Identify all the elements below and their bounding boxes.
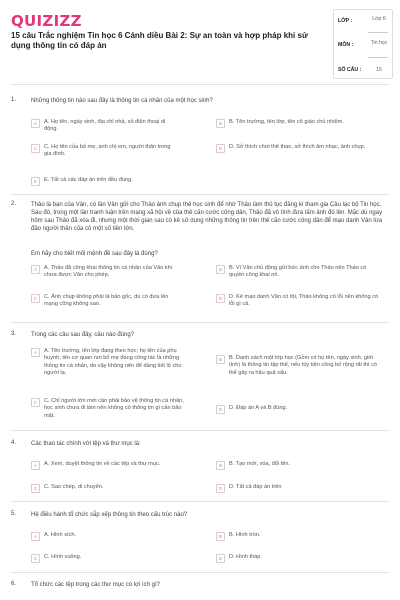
option-letter: D — [216, 484, 225, 493]
question-number: 4. — [11, 440, 17, 446]
question-text: Tổ chức các tệp trong các thư mục có lợi ích gì? — [31, 582, 161, 588]
option-letter: D — [216, 144, 225, 153]
option-text: A. Xem, duyệt thông tin về các tệp và thư mục. — [44, 461, 161, 467]
option-text: A. Tên trường, tên lớp đang theo học; họ tên của phụ huynh; tên cơ quan nơi bố mẹ đang công tác là những thông tin cá nhân, do vậy không nên để dàng tiết lộ cho người lạ. — [44, 348, 182, 377]
option-letter: D — [216, 405, 225, 414]
option-text: D. Sở thích chơi thể thao, sở thích âm nhạc, ảnh chụp. — [229, 144, 366, 150]
option-text: D. Đáp án A và B đúng. — [229, 405, 288, 411]
option-letter: D — [216, 554, 225, 563]
option-letter: C — [31, 554, 40, 563]
question-subtext: Em hãy cho biết mối mệnh đề sau đây là đúng? — [31, 251, 158, 257]
option-text: C. Chỉ người lớn mới cần phải bảo vệ thông tin cá nhân, học sinh chưa đi làm nên không có thông tin gì cần bảo mật. — [44, 398, 184, 419]
subject-value: Tin học — [370, 40, 388, 46]
option-letter: B — [216, 119, 225, 128]
option-letter: B — [216, 355, 225, 364]
option-letter: C — [31, 144, 40, 153]
option-text: B. Danh sách một lớp học (Gồm có họ tên, ngày sinh, giới tính) là thông tin tập thể, nếu tùy tiện công bố rộng rãi thì có thể gây ra hậu quả xấu. — [229, 355, 378, 376]
option-text: B. Tạo mới, xóa, đổi tên. — [229, 461, 291, 467]
question-divider — [11, 501, 389, 502]
option-text: D. Tất cả đáp án trên — [229, 484, 282, 490]
question-text: Thảo là bạn của Vân, có lần Vân gửi cho Thảo ảnh chụp thẻ học sinh để nhờ Thảo làm thủ tục đăng kí tham gia Câu lạc bộ Tin học. Sau đó, trong một lần tranh luận trên mạng xã hội về của thẻ căn cước công dân, Thảo đã vô tình đưa tấm ảnh đó lên. Mặc dù ngay hôm sau Thảo đã xóa đi, nhưng một thời gian sau có kẻ sử dụng những thông tin trên thẻ căn cước công dân để mạo danh Vân lừa đảo người thân của cô một số tiền lớn. — [31, 202, 383, 232]
option-letter: B — [216, 265, 225, 274]
question-text: Những thông tin nào sau đây là thông tin cá nhân của một học sinh? — [31, 98, 213, 104]
option-letter: C — [31, 294, 40, 303]
option-text: C. Họ tên của bố mẹ, anh chị em, người thân trong gia đình. — [44, 144, 171, 158]
grade-label: LỚP : — [338, 18, 353, 24]
option-text: A. Họ tên, ngày sinh, địa chỉ nhà, số điện thoại di động. — [44, 119, 166, 133]
option-text: A. Hình xích. — [44, 532, 77, 538]
option-text: D. Hình tháp. — [229, 554, 262, 560]
option-letter: E — [31, 177, 40, 186]
count-label: SỐ CÂU : — [338, 67, 362, 73]
option-text: C. Hình vuông. — [44, 554, 82, 560]
option-letter: A — [31, 265, 40, 274]
header-divider — [11, 84, 389, 85]
question-text: Các thao tác chính với tệp và thư mục là: — [31, 441, 141, 447]
option-text: D. Kẻ mạo danh Vân có tội, Thảo không có lỗi nên không có lỗi gì cả. — [229, 294, 379, 308]
quizizz-logo: QUIZIZZ — [11, 12, 82, 30]
question-number: 1. — [11, 97, 17, 103]
option-text: B. Tên trường, tên lớp, tên cô giáo chủ nhiệm. — [229, 119, 344, 125]
option-text: E. Tất cả các đáp án trên đều đúng. — [44, 177, 133, 183]
question-number: 2. — [11, 201, 17, 207]
option-text: B. Hình tròn. — [229, 532, 261, 538]
question-divider — [11, 430, 389, 431]
count-value: 15 — [376, 67, 382, 73]
option-text: C. Ảnh chụp không phải là bản gốc, dù có đưa lên mạng cũng không sao. — [44, 294, 169, 308]
option-letter: A — [31, 348, 40, 357]
option-letter: A — [31, 119, 40, 128]
grade-value: Lớp 6 — [372, 16, 386, 22]
question-number: 3. — [11, 331, 17, 337]
option-letter: B — [216, 532, 225, 541]
question-number: 6. — [11, 581, 17, 587]
page-title: 15 câu Trắc nghiệm Tin học 6 Cánh diều Bài 2: Sự an toàn và hợp pháp khi sử dụng thông tin có đáp án — [11, 31, 308, 50]
option-letter: D — [216, 294, 225, 303]
question-divider — [11, 572, 389, 573]
meta-box — [333, 9, 393, 79]
subject-label: MÔN : — [338, 42, 354, 48]
meta-divider — [368, 32, 388, 33]
question-divider — [11, 322, 389, 323]
option-text: A. Thảo đã công khai thông tin cá nhân của Vân khi chưa được Vân cho phép. — [44, 265, 173, 279]
option-letter: C — [31, 398, 40, 407]
option-text: C. Sao chép, di chuyển. — [44, 484, 104, 490]
option-letter: A — [31, 532, 40, 541]
meta-divider — [368, 57, 388, 58]
option-text: B. Vì Vân chủ động gửi bức ảnh cho Thảo nên Thảo có quyền công khai nó. — [229, 265, 367, 279]
option-letter: B — [216, 461, 225, 470]
question-text: Hệ điều hành tổ chức sắp xếp thông tin theo cấu trúc nào? — [31, 512, 188, 518]
question-divider — [11, 194, 389, 195]
question-text: Trong các câu sau đây, câu nào đúng? — [31, 332, 135, 338]
option-letter: C — [31, 484, 40, 493]
question-number: 5. — [11, 511, 17, 517]
option-letter: A — [31, 461, 40, 470]
